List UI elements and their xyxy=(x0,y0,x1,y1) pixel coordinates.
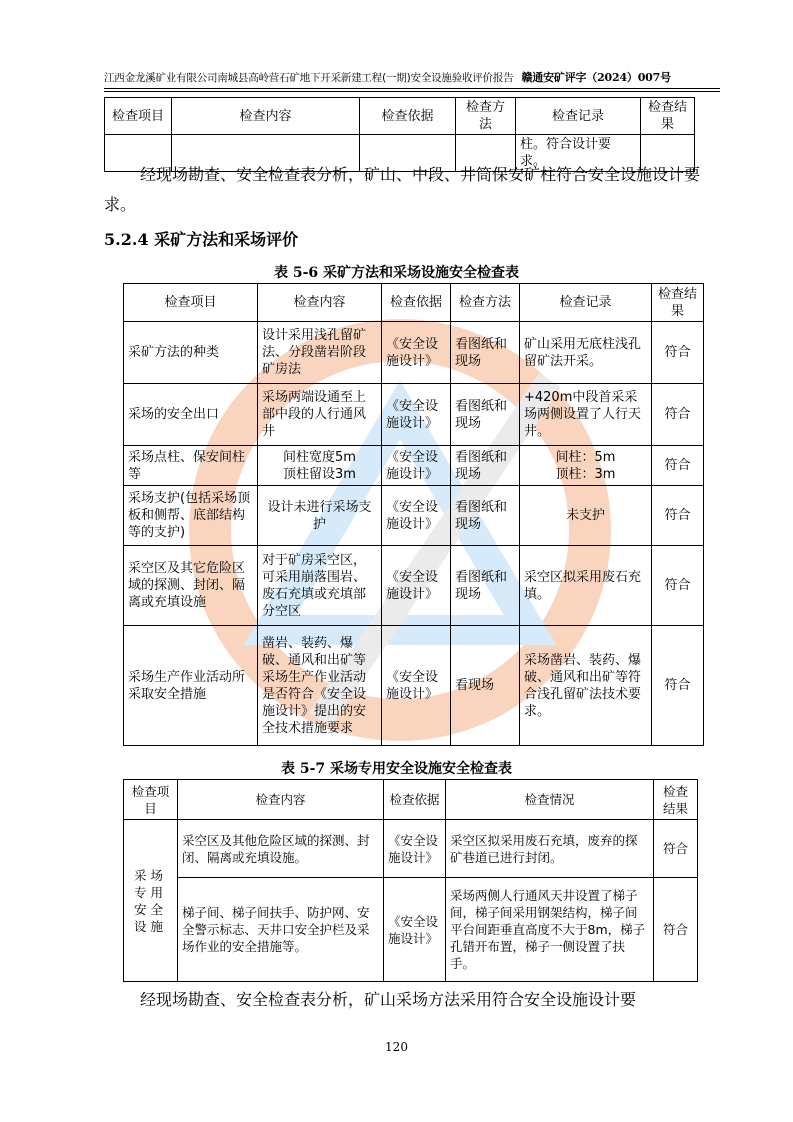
header-cell: 检查记录 xyxy=(520,284,652,322)
table-cell: 采空区拟采用废石充填。 xyxy=(520,546,652,626)
table-cell: 采场支护(包括采场顶板和侧帮、底部结构等的支护) xyxy=(124,486,258,546)
header-cell: 检查依据 xyxy=(360,98,456,135)
group-cell: 采场专用安全设施 xyxy=(124,820,178,982)
table-cell: 柱。符合设计要求。 xyxy=(516,135,641,172)
stope-safety-facility-table xyxy=(123,779,698,982)
conclusion-paragraph-2: 经现场勘查、安全检查表分析，矿山采场方法采用符合安全设施设计要 xyxy=(140,990,637,1009)
header-divider-2 xyxy=(104,91,720,92)
table-cell: 间柱宽度5m 顶柱留设3m xyxy=(258,446,382,486)
table-cell: 采空区及其它危险区域的探测、封闭、隔离或充填设施 xyxy=(124,546,258,626)
table-cell: 符合 xyxy=(652,384,704,446)
table-cell: 符合 xyxy=(652,322,704,384)
table-caption: 表 5-7 采场专用安全设施安全检查表 xyxy=(280,761,513,777)
header-title: 江西金龙溪矿业有限公司南城县高岭营石矿地下开采新建工程(一期)安全设施验收评价报告 xyxy=(104,72,514,84)
table-cell: 符合 xyxy=(652,446,704,486)
header-divider xyxy=(104,88,720,89)
table-cell: 《安全设施设计》 xyxy=(384,878,446,982)
table-cell: 符合 xyxy=(652,546,704,626)
page-number: 120 xyxy=(385,1040,408,1054)
table-row xyxy=(124,626,704,746)
table-cell: 采场凿岩、装药、爆破、通风和出矿等符合浅孔留矿法技术要求。 xyxy=(520,626,652,746)
table-cell: +420m中段首采采场两侧设置了人行天井。 xyxy=(520,384,652,446)
table-row xyxy=(124,446,704,486)
table-cell: 看图纸和现场 xyxy=(451,546,520,626)
table-cell: 《安全设施设计》 xyxy=(382,322,451,384)
table-cell: 看图纸和现场 xyxy=(451,446,520,486)
header-cell: 检查方法 xyxy=(451,284,520,322)
conclusion-paragraph: 经现场勘查、安全检查表分析，矿山、中段、井筒保安矿柱符合安全设施设计要求。 xyxy=(104,165,701,214)
table-header-row xyxy=(124,780,698,820)
table-cell: 符合 xyxy=(652,626,704,746)
header-cell: 检查结果 xyxy=(641,98,695,135)
table-cell: 采场两端设通至上部中段的人行通风井 xyxy=(258,384,382,446)
table-cell: 《安全设施设计》 xyxy=(382,384,451,446)
header-cell: 检查依据 xyxy=(382,284,451,322)
header-cell: 检查记录 xyxy=(516,98,641,135)
table-cell: 采场点柱、保安间柱等 xyxy=(124,446,258,486)
table-row xyxy=(124,546,704,626)
table-cell: 对于矿房采空区，可采用崩落围岩、废石充填或充填部分空区 xyxy=(258,546,382,626)
table-cell: 设计采用浅孔留矿法、分段凿岩阶段矿房法 xyxy=(258,322,382,384)
table-cell: 采矿方法的种类 xyxy=(124,322,258,384)
table-cell: 采场的安全出口 xyxy=(124,384,258,446)
table-cell: 凿岩、装药、爆破、通风和出矿等采场生产作业活动是否符合《安全设施设计》提出的安全技术措施要求 xyxy=(258,626,382,746)
header-cell: 检查情况 xyxy=(446,780,654,820)
table-header-row xyxy=(105,98,695,135)
table-cell: 矿山采用无底柱浅孔留矿法开采。 xyxy=(520,322,652,384)
table-cell: 符合 xyxy=(654,820,698,878)
table-cell: 看图纸和现场 xyxy=(451,322,520,384)
table-cell: 看图纸和现场 xyxy=(451,384,520,446)
header-cell: 检查依据 xyxy=(384,780,446,820)
table-cell: 采空区及其他危险区域的探测、封闭、隔离或充填设施。 xyxy=(178,820,384,878)
table-cell: 符合 xyxy=(654,878,698,982)
table-cell: 看图纸和现场 xyxy=(451,486,520,546)
header-cell: 检查项目 xyxy=(124,780,178,820)
table-row xyxy=(124,486,704,546)
table-header-row xyxy=(124,284,704,322)
header-cell: 检查内容 xyxy=(258,284,382,322)
header-code: 赣通安矿评字（2024）007号 xyxy=(521,71,671,84)
table-cell: 《安全设施设计》 xyxy=(384,820,446,878)
table-cell: 《安全设施设计》 xyxy=(382,546,451,626)
table-cell: 符合 xyxy=(652,486,704,546)
header-cell: 检查内容 xyxy=(178,780,384,820)
table-caption: 表 5-6 采矿方法和采场设施安全检查表 xyxy=(273,265,520,281)
table-row xyxy=(124,878,698,982)
section-title: 5.2.4 采矿方法和采场评价 xyxy=(104,230,299,249)
table-row xyxy=(124,322,704,384)
page-header xyxy=(104,69,720,85)
table-cell: 《安全设施设计》 xyxy=(382,446,451,486)
table-cell: 采场生产作业活动所采取安全措施 xyxy=(124,626,258,746)
header-cell: 检查内容 xyxy=(172,98,360,135)
table-cell: 《安全设施设计》 xyxy=(382,626,451,746)
table-cell: 《安全设施设计》 xyxy=(382,486,451,546)
table-cell: 采场两侧人行通风天井设置了梯子间，梯子间采用钢架结构，梯子间平台间距垂直高度不大于8m，梯子孔错开布置，梯子一侧设置了扶手。 xyxy=(446,878,654,982)
header-cell: 检查项目 xyxy=(105,98,172,135)
table-row xyxy=(124,820,698,878)
header-cell: 检查方法 xyxy=(456,98,516,135)
table-cell: 采空区拟采用废石充填，废弃的探矿巷道已进行封闭。 xyxy=(446,820,654,878)
header-cell: 检查结果 xyxy=(654,780,698,820)
table-cell: 梯子间、梯子间扶手、防护网、安全警示标志、天井口安全护栏及采场作业的安全措施等。 xyxy=(178,878,384,982)
mining-method-check-table xyxy=(123,283,704,746)
header-cell: 检查结果 xyxy=(652,284,704,322)
table-cell: 看现场 xyxy=(451,626,520,746)
table-cell: 设计未进行采场支护 xyxy=(258,486,382,546)
header-cell: 检查项目 xyxy=(124,284,258,322)
table-cell: 间柱：5m 顶柱：3m xyxy=(520,446,652,486)
table-row xyxy=(124,384,704,446)
table-cell: 未支护 xyxy=(520,486,652,546)
